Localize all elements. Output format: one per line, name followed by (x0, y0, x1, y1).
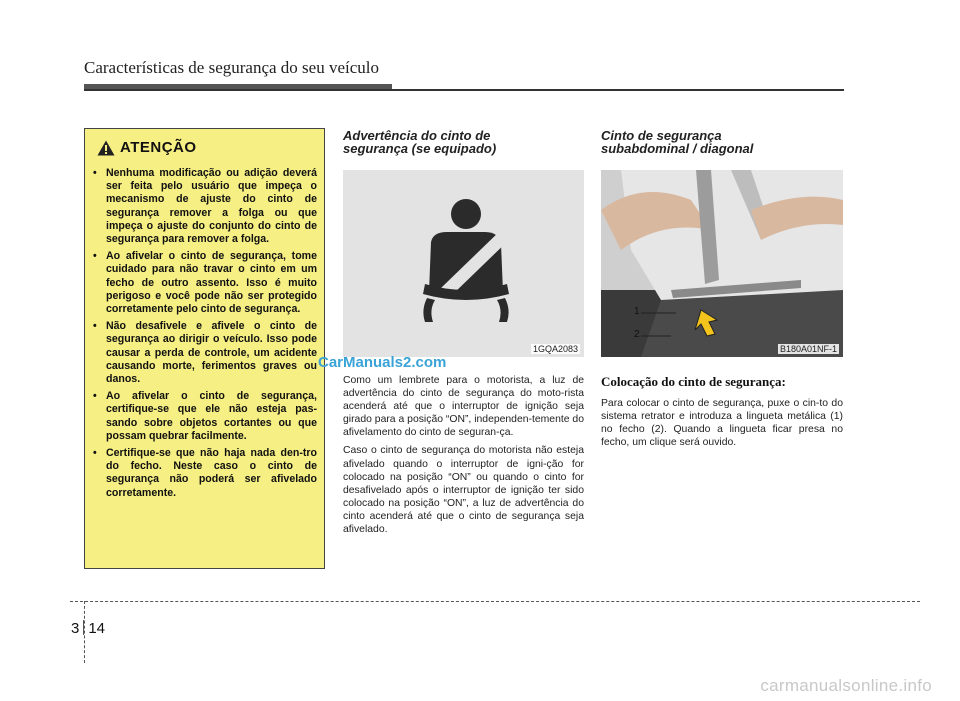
paragraph: Caso o cinto de segurança do motorista não esteja afivelado quando o interruptor de igni-ção for colocado na posição “ON” ou quando o cinto for desafivelado após o interruptor de ignição ter sido colocado na posição “ON”, a luz de advertência do cinto acenderá até que o cinto de segurança seja afivelado. (343, 445, 584, 536)
watermark: CarManuals2.com (318, 354, 447, 371)
warning-item (93, 447, 317, 500)
warning-item-text: Nenhuma modificação ou adição deverá ser feita pelo usuário que impeça o mecanismo de ajuste do cinto de segurança remover a folga ou que impeça o ajuste do conjunto do cinto de segurança para remover a folga. (106, 167, 317, 246)
footer-rule (70, 601, 920, 602)
warning-header (97, 139, 197, 156)
bullet-icon: • (93, 167, 97, 179)
figure-label: 2 (634, 329, 640, 340)
warning-item-text: Certifique-se que não haja nada den-tro do fecho. Neste caso o cinto de segurança não poderá ser afivelado corretamente. (106, 447, 317, 499)
warning-item-text: Ao afivelar o cinto de segurança, certifique-se que ele não esteja pas-sando sobre objetos cortantes ou que possam quebrar facilmente. (106, 390, 317, 442)
bullet-icon: • (93, 390, 97, 403)
seatbelt-warning-figure (343, 170, 584, 357)
bullet-icon: • (93, 320, 97, 333)
warning-list (93, 167, 317, 504)
fastening-subheading: Colocação do cinto de segurança: (601, 374, 786, 389)
warning-title: ATENÇÃO (120, 139, 197, 156)
paragraph: Para colocar o cinto de segurança, puxe o cin-to do sistema retrator e introduza a lingueta metálica (1) no fecho (2). Quando a lingueta ficar presa no fecho, um clique será ouvido. (601, 398, 843, 449)
chapter-number: 3 (71, 620, 80, 637)
heading-line: Cinto de segurança (601, 128, 722, 143)
warning-item (93, 167, 317, 246)
warning-item (93, 390, 317, 443)
page-separator (83, 620, 84, 635)
belt-fastening-photo (601, 170, 843, 357)
warning-box (84, 128, 325, 569)
warning-item-text: Ao afivelar o cinto de segurança, tome cuidado para não travar o cinto em um fecho de outro assento. Isso é muito perigoso e você pode não ser protegido corretamente pelo cinto de segurança. (106, 250, 317, 316)
header-title: Características de segurança do seu veículo (84, 58, 380, 77)
site-watermark: carmanualsonline.info (760, 676, 932, 695)
fastening-text (601, 397, 843, 454)
warning-triangle-icon (97, 140, 115, 156)
seatbelt-warning-light-icon (343, 170, 584, 357)
lap-shoulder-belt-heading (601, 129, 753, 155)
header-rule (84, 89, 844, 91)
heading-line: subabdominal / diagonal (601, 141, 754, 156)
warning-item (93, 320, 317, 386)
page-index: 14 (88, 620, 106, 637)
seatbelt-warning-heading (343, 129, 496, 155)
page-number (71, 620, 105, 637)
figure-code: B180A01NF-1 (779, 344, 837, 354)
heading-line: Advertência do cinto de (343, 128, 491, 143)
seatbelt-warning-text (343, 374, 584, 541)
warning-item (93, 250, 317, 316)
figure-label: 1 (634, 306, 640, 317)
heading-line: segurança (se equipado) (343, 141, 497, 156)
bullet-icon: • (93, 250, 97, 263)
paragraph: Como um lembrete para o motorista, a luz de advertência do cinto de segurança do moto-rista acenderá até que o interruptor de ignição seja girado para a posição “ON”, independen-temente do afivelamento do cinto de seguran-ça. (343, 375, 584, 439)
figure-code: 1GQA2083 (532, 344, 578, 354)
bullet-icon: • (93, 447, 97, 460)
warning-item-text: Não desafivele e afivele o cinto de segurança ao dirigir o veículo. Isso pode causar a perda de controle, um acidente causando morte, ferimentos graves ou danos. (106, 320, 317, 386)
